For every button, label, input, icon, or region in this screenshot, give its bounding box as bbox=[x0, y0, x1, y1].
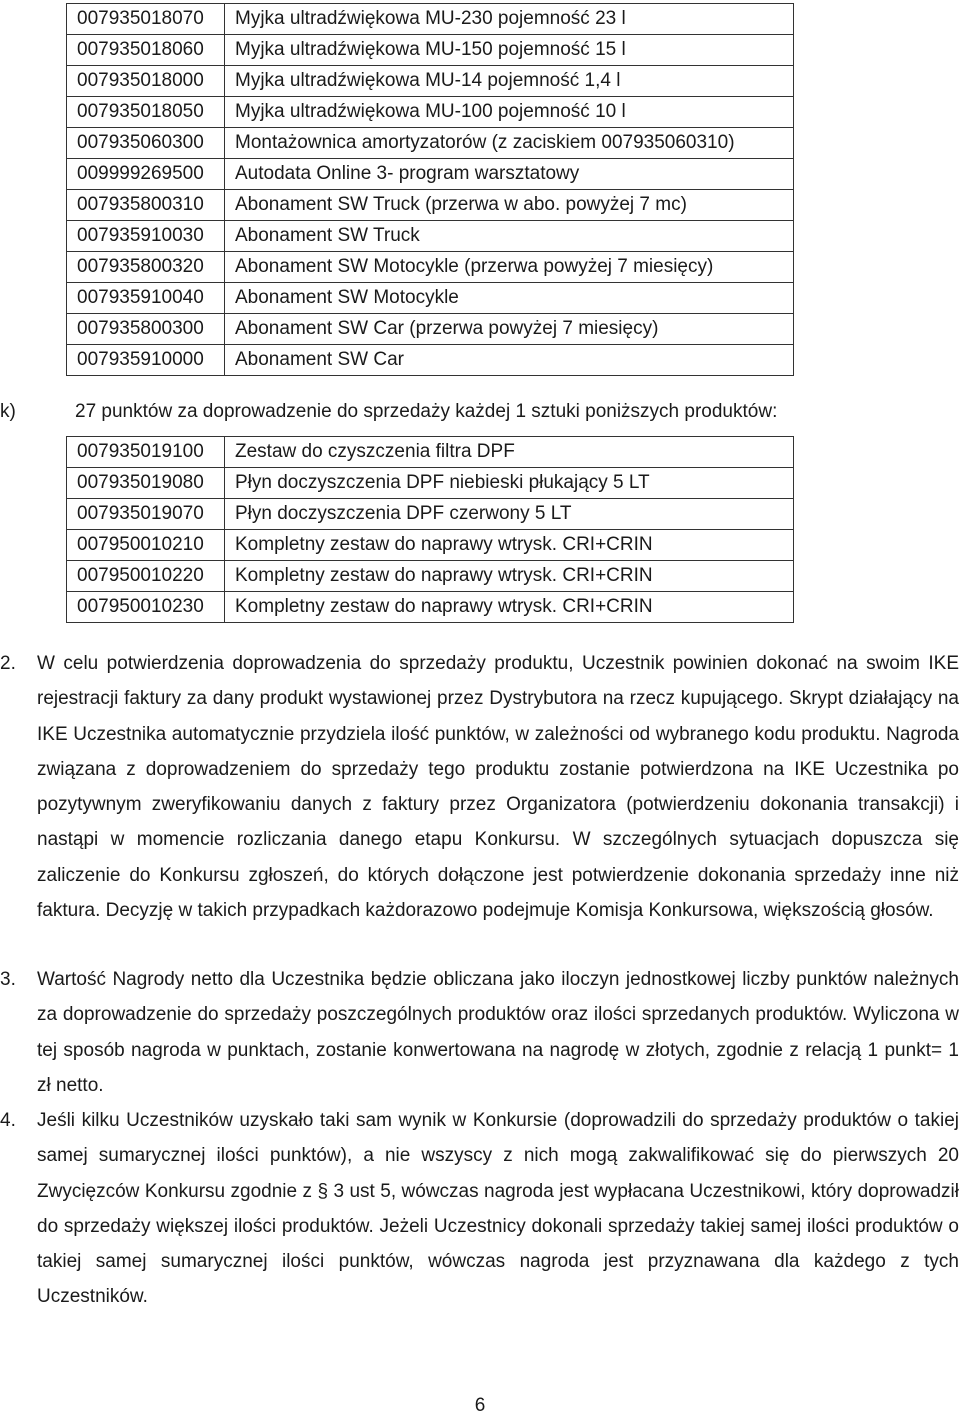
product-name: Abonament SW Truck (przerwa w abo. powyżej 7 mc) bbox=[225, 190, 794, 221]
paragraph-3 bbox=[0, 962, 960, 1103]
product-code: 007950010230 bbox=[67, 592, 225, 623]
table-row bbox=[67, 437, 794, 468]
product-code: 007935018000 bbox=[67, 66, 225, 97]
table-row bbox=[67, 4, 794, 35]
section-k-label: k) bbox=[0, 401, 16, 422]
paragraph-number: 3. bbox=[0, 969, 16, 990]
paragraph-number: 2. bbox=[0, 653, 16, 674]
product-name: Abonament SW Truck bbox=[225, 221, 794, 252]
product-name: Abonament SW Car bbox=[225, 345, 794, 376]
table-row bbox=[67, 592, 794, 623]
paragraph-text: Wartość Nagrody netto dla Uczestnika będzie obliczana jako iloczyn jednostkowej liczby punktów należnych za doprowadzenie do sprzedaży poszczególnych produktów oraz ilości sprzedanych produktów. Wyliczona w tej sposób nagroda w punktach, zostanie konwertowana na nagrodę w złotych, zgodnie z relacją 1 punkt= 1 zł netto. bbox=[37, 969, 959, 1096]
table-row bbox=[67, 221, 794, 252]
product-code: 007935018070 bbox=[67, 4, 225, 35]
product-code: 007935019080 bbox=[67, 468, 225, 499]
product-code: 007935910040 bbox=[67, 283, 225, 314]
product-name: Kompletny zestaw do naprawy wtrysk. CRI+CRIN bbox=[225, 561, 794, 592]
paragraph-4 bbox=[0, 1103, 960, 1315]
product-code: 007935800320 bbox=[67, 252, 225, 283]
product-name: Autodata Online 3- program warsztatowy bbox=[225, 159, 794, 190]
product-code: 007935018060 bbox=[67, 35, 225, 66]
product-name: Myjka ultradźwiękowa MU-230 pojemność 23 l bbox=[225, 4, 794, 35]
product-code: 007935019100 bbox=[67, 437, 225, 468]
product-code: 007935800300 bbox=[67, 314, 225, 345]
product-name: Abonament SW Car (przerwa powyżej 7 miesięcy) bbox=[225, 314, 794, 345]
product-name: Zestaw do czyszczenia filtra DPF bbox=[225, 437, 794, 468]
table-row bbox=[67, 252, 794, 283]
product-name: Montażownica amortyzatorów (z zaciskiem 007935060310) bbox=[225, 128, 794, 159]
product-code: 007935018050 bbox=[67, 97, 225, 128]
table-row bbox=[67, 499, 794, 530]
table-row bbox=[67, 314, 794, 345]
product-name: Myjka ultradźwiękowa MU-14 pojemność 1,4 l bbox=[225, 66, 794, 97]
product-name: Myjka ultradźwiękowa MU-100 pojemność 10 l bbox=[225, 97, 794, 128]
table-row bbox=[67, 35, 794, 66]
table-row bbox=[67, 530, 794, 561]
product-name: Myjka ultradźwiękowa MU-150 pojemność 15 l bbox=[225, 35, 794, 66]
table-row bbox=[67, 190, 794, 221]
product-name: Płyn doczyszczenia DPF niebieski płukający 5 LT bbox=[225, 468, 794, 499]
product-code: 007935060300 bbox=[67, 128, 225, 159]
product-name: Płyn doczyszczenia DPF czerwony 5 LT bbox=[225, 499, 794, 530]
table-row bbox=[67, 66, 794, 97]
product-code: 007950010220 bbox=[67, 561, 225, 592]
paragraph-text: Jeśli kilku Uczestników uzyskało taki sam wynik w Konkursie (doprowadzili do sprzedaży produktów o takiej samej sumarycznej ilości punktów), a nie wszyscy z nich mogą zakwalifikować się do pierwszych 20 Zwycięzców Konkursu zgodnie z § 3 ust 5, wówczas nagroda jest wypłacana Uczestnikowi, który doprowadził do sprzedaży większej ilości produktów. Jeżeli Uczestnicy dokonali sprzedaży takiej samej ilości produktów o takiej samej sumarycznej ilości punktów, wówczas nagroda jest przyznawana dla każdego z tych Uczestników. bbox=[37, 1110, 959, 1308]
product-table-k bbox=[66, 436, 794, 623]
table-row bbox=[67, 283, 794, 314]
paragraph-2 bbox=[0, 646, 960, 928]
product-name: Abonament SW Motocykle (przerwa powyżej 7 miesięcy) bbox=[225, 252, 794, 283]
table-row bbox=[67, 128, 794, 159]
table-row bbox=[67, 561, 794, 592]
page-number: 6 bbox=[474, 1395, 486, 1416]
section-k-text: 27 punktów za doprowadzenie do sprzedaży każdej 1 sztuki poniższych produktów: bbox=[75, 401, 778, 422]
paragraph-number: 4. bbox=[0, 1110, 16, 1131]
product-name: Kompletny zestaw do naprawy wtrysk. CRI+CRIN bbox=[225, 530, 794, 561]
product-name: Abonament SW Motocykle bbox=[225, 283, 794, 314]
product-code: 007935800310 bbox=[67, 190, 225, 221]
table-row bbox=[67, 345, 794, 376]
table-row bbox=[67, 468, 794, 499]
paragraph-text: W celu potwierdzenia doprowadzenia do sprzedaży produktu, Uczestnik powinien dokonać na swoim IKE rejestracji faktury za dany produkt wystawionej przez Dystrybutora na rzecz kupującego. Skrypt działający na IKE Uczestnika automatycznie przydziela ilość punktów, w zależności od wybranego kodu produktu. Nagroda związana z doprowadzeniem do sprzedaży tego produktu zostanie potwierdzona na IKE Uczestnika po pozytywnym zweryfikowaniu danych z faktury przez Organizatora (potwierdzeniu dokonania transakcji) i nastąpi w momencie rozliczania danego etapu Konkursu. W szczególnych sytuacjach dopuszcza się zaliczenie do Konkursu zgłoszeń, do których dołączone jest potwierdzenie dokonania sprzedaży inne niż faktura. Decyzję w takich przypadkach każdorazowo podejmuje Komisja Konkursowa, większością głosów. bbox=[37, 653, 959, 922]
table-row bbox=[67, 159, 794, 190]
product-name: Kompletny zestaw do naprawy wtrysk. CRI+CRIN bbox=[225, 592, 794, 623]
product-table-top bbox=[66, 3, 794, 376]
product-code: 007935019070 bbox=[67, 499, 225, 530]
product-code: 007935910000 bbox=[67, 345, 225, 376]
product-code: 009999269500 bbox=[67, 159, 225, 190]
product-code: 007950010210 bbox=[67, 530, 225, 561]
product-code: 007935910030 bbox=[67, 221, 225, 252]
table-row bbox=[67, 97, 794, 128]
